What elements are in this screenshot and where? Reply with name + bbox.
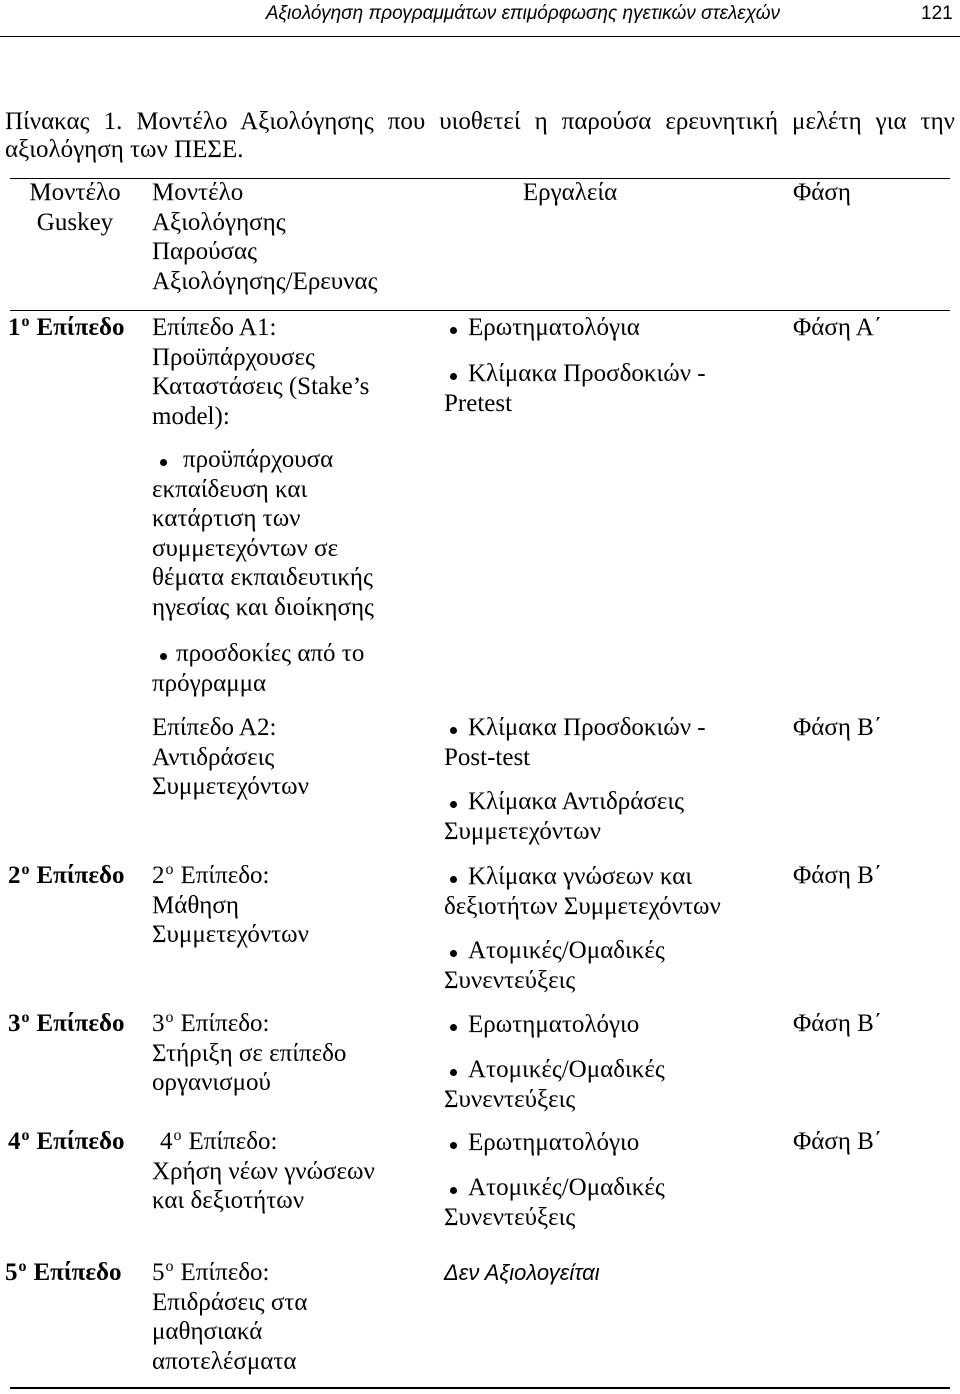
tool-text: Ατομικές/Ομαδικές <box>468 1174 665 1201</box>
model-bullet-item <box>152 445 374 622</box>
bullet-icon <box>160 459 167 466</box>
model-line: και δεξιοτήτων <box>152 1187 305 1214</box>
tool-text: Ερωτηματολόγια <box>468 314 640 341</box>
tool-line <box>444 1128 639 1158</box>
model-bullet-item <box>152 639 364 698</box>
model-cell <box>152 713 309 802</box>
level-number: 2 <box>8 862 21 889</box>
model-cell <box>152 861 309 950</box>
tool-item <box>444 313 640 343</box>
tool-item <box>444 936 665 995</box>
tool-line: Συνεντεύξεις <box>444 1203 576 1231</box>
bullet-line: ηγεσίας και διοίκησης <box>152 593 374 621</box>
model-heading-number: 3 <box>152 1010 165 1037</box>
tool-line: Συνεντεύξεις <box>444 966 576 994</box>
model-heading-number: 5 <box>152 1259 165 1286</box>
model-line: Επιδράσεις στα <box>152 1288 308 1316</box>
table-header-rule <box>10 310 950 311</box>
model-heading-superscript: ο <box>165 861 174 878</box>
model-line: μαθησιακά <box>152 1318 263 1345</box>
level-superscript: ο <box>21 1127 30 1144</box>
tool-line <box>444 1010 639 1040</box>
page-number: 121 <box>921 3 953 24</box>
table-bottom-rule <box>10 1387 950 1389</box>
header-tools: Εργαλεία <box>522 179 618 206</box>
level-superscript: ο <box>21 1009 30 1026</box>
tool-text: Ατομικές/Ομαδικές <box>468 1056 665 1083</box>
tool-line: Συνεντεύξεις <box>444 1085 576 1113</box>
bullet-icon <box>450 327 457 334</box>
level-number: 4 <box>8 1128 21 1155</box>
tool-line <box>444 359 706 389</box>
bullet-icon <box>450 1069 457 1076</box>
bullet-icon <box>450 801 457 808</box>
model-heading-superscript: ο <box>165 1009 174 1026</box>
model-line: Επίπεδο Α1: <box>152 314 277 341</box>
tool-item <box>444 359 706 418</box>
header-evaluation-model <box>152 178 378 296</box>
level-label <box>8 861 124 891</box>
model-line: Καταστάσεις (Stake’s <box>152 373 370 400</box>
phase-cell: Φάση Β΄ <box>793 714 883 741</box>
bullet-icon <box>450 727 457 734</box>
tool-line <box>444 787 684 817</box>
tool-line: δεξιοτήτων Συμμετεχόντων <box>444 892 721 920</box>
tool-item <box>444 862 721 921</box>
model-cell <box>152 1127 375 1216</box>
level-label <box>5 1258 121 1288</box>
bullet-line: θέματα εκπαιδευτικής <box>152 564 373 591</box>
tool-line <box>444 313 640 343</box>
bullet-icon <box>450 1187 457 1194</box>
tool-text: Κλίμακα Αντιδράσεις <box>468 788 684 815</box>
bullet-icon <box>450 373 457 380</box>
bullet-icon <box>450 950 457 957</box>
model-line: οργανισμού <box>152 1069 271 1096</box>
model-cell <box>152 1258 307 1376</box>
header-line: Παρούσας <box>152 238 257 265</box>
model-heading <box>152 861 309 891</box>
model-heading-word: Επίπεδο: <box>188 1128 278 1155</box>
model-heading-word: Επίπεδο: <box>180 862 270 889</box>
phase-cell: Φάση Β΄ <box>793 862 883 889</box>
tool-line <box>444 862 721 892</box>
model-heading-superscript: ο <box>173 1127 182 1144</box>
tool-text: Ερωτηματολόγιο <box>468 1011 640 1038</box>
bullet-line: πρόγραμμα <box>152 669 267 697</box>
model-line: Μάθηση <box>152 891 239 919</box>
model-line: Επίπεδο Α2: <box>152 714 277 741</box>
level-word: Επίπεδο <box>36 1010 125 1037</box>
tool-text: Ατομικές/Ομαδικές <box>468 937 665 964</box>
model-line: Αντιδράσεις <box>152 743 275 771</box>
bullet-text: προσδοκίες από το <box>176 640 365 667</box>
header-line: Αξιολόγησης/Ερευνας <box>152 267 378 295</box>
model-line: αποτελέσματα <box>152 1347 297 1375</box>
header-line: Μοντέλο <box>152 179 244 206</box>
model-cell <box>152 313 369 431</box>
tool-item <box>444 787 684 846</box>
tool-text: Κλίμακα Προσδοκιών - <box>468 360 706 387</box>
level-number: 1 <box>8 314 21 341</box>
bullet-line: κατάρτιση των <box>152 505 301 532</box>
level-superscript: ο <box>21 861 30 878</box>
table-caption-line: Πίνακας 1. Μοντέλο Αξιολόγησης που υιοθετεί η παρούσα ερευνητική μελέτη για την <box>5 108 955 135</box>
header-line: Guskey <box>36 208 114 236</box>
tool-text: Ερωτηματολόγιο <box>468 1129 640 1156</box>
level-word: Επίπεδο <box>36 1128 125 1155</box>
level-word: Επίπεδο <box>36 314 125 341</box>
tool-text: Κλίμακα Προσδοκιών - <box>468 714 706 741</box>
level-number: 5 <box>5 1259 18 1286</box>
model-line: Συμμετεχόντων <box>152 921 309 948</box>
tool-item <box>444 1055 665 1114</box>
model-heading-number: 4 <box>160 1128 173 1155</box>
phase-cell: Φάση Β΄ <box>793 1010 883 1037</box>
not-evaluated-note: Δεν Αξιολογείται <box>444 1260 600 1285</box>
model-heading-number: 2 <box>152 862 165 889</box>
bullet-line <box>152 639 364 669</box>
model-heading-word: Επίπεδο: <box>180 1010 270 1037</box>
model-cell <box>152 1009 346 1098</box>
header-line: Αξιολόγησης <box>152 208 286 236</box>
bullet-icon <box>450 1024 457 1031</box>
model-line: Συμμετεχόντων <box>152 773 309 800</box>
model-line: model): <box>152 402 230 430</box>
model-line: Χρήση νέων γνώσεων <box>152 1157 375 1185</box>
model-line: Στήριξη σε επίπεδο <box>152 1039 347 1067</box>
level-superscript: ο <box>18 1258 27 1275</box>
bullet-icon <box>450 1142 457 1149</box>
level-word: Επίπεδο <box>36 862 125 889</box>
bullet-text: προϋπάρχουσα <box>183 446 334 473</box>
level-superscript: ο <box>21 313 30 330</box>
table-caption-line: αξιολόγηση των ΠΕΣΕ. <box>5 136 244 163</box>
tool-line: Συμμετεχόντων <box>444 817 601 845</box>
model-heading-superscript: ο <box>165 1258 174 1275</box>
bullet-line: εκπαίδευση και <box>152 475 308 503</box>
header-guskey-model <box>10 178 140 237</box>
level-label <box>8 313 124 343</box>
model-heading <box>152 1127 375 1157</box>
tool-item <box>444 1173 665 1232</box>
model-line: Προϋπάρχουσες <box>152 343 315 371</box>
bullet-line <box>152 445 374 475</box>
running-header-title: Αξιολόγηση προγραμμάτων επιμόρφωσης ηγετικών στελεχών <box>265 3 780 24</box>
model-heading <box>152 1258 307 1288</box>
phase-cell: Φάση Β΄ <box>793 1128 883 1155</box>
model-heading <box>152 1009 346 1039</box>
header-line: Μοντέλο <box>29 179 121 206</box>
tool-line <box>444 713 706 743</box>
tool-item <box>444 713 706 772</box>
model-heading-word: Επίπεδο: <box>180 1259 270 1286</box>
level-number: 3 <box>8 1010 21 1037</box>
header-phase: Φάση <box>793 179 851 206</box>
tool-line: Pretest <box>444 389 513 417</box>
bullet-line: συμμετεχόντων σε <box>152 534 339 562</box>
bullet-icon <box>450 876 457 883</box>
tool-item <box>444 1128 639 1158</box>
level-label <box>8 1127 124 1157</box>
level-word: Επίπεδο <box>33 1259 122 1286</box>
tool-text: Κλίμακα γνώσεων και <box>468 863 693 890</box>
phase-cell: Φάση Α΄ <box>793 314 883 341</box>
bullet-icon <box>160 653 167 660</box>
tool-line: Post-test <box>444 743 531 771</box>
tool-line <box>444 936 665 966</box>
tool-line <box>444 1055 665 1085</box>
level-label <box>8 1009 124 1039</box>
tool-item <box>444 1010 639 1040</box>
tool-line <box>444 1173 665 1203</box>
